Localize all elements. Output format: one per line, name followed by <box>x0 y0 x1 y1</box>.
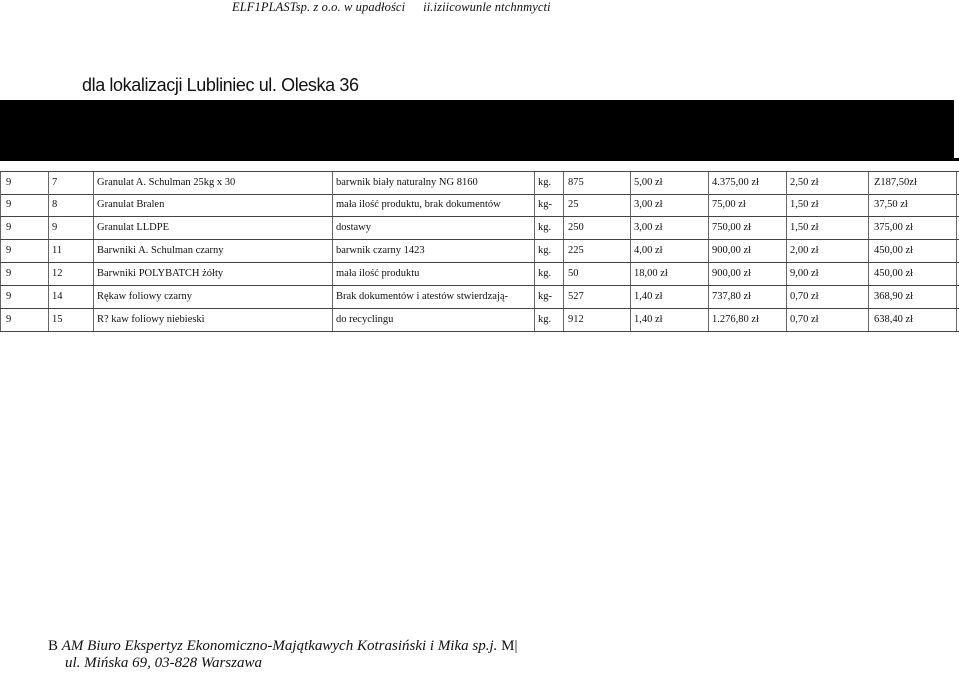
column-divider <box>534 240 535 262</box>
quantity-cell: 875 <box>568 177 584 188</box>
row-group-cell: 9 <box>6 291 12 302</box>
column-divider <box>93 172 94 194</box>
column-divider <box>708 309 709 331</box>
unit-price-2-cell: 0,70 zł <box>790 314 819 325</box>
total-value-cell: 737,80 zł <box>712 291 752 302</box>
row-group-cell: 9 <box>6 268 12 279</box>
quantity-cell: 250 <box>568 222 584 233</box>
column-divider <box>630 309 631 331</box>
column-divider <box>563 172 564 194</box>
unit-price-cell: 4,00 zł <box>634 245 663 256</box>
column-divider <box>93 263 94 285</box>
item-name-cell: R? kaw foliowy niebieski <box>97 314 205 325</box>
column-divider <box>630 286 631 308</box>
item-name-cell: Granulat LLDPE <box>97 222 170 233</box>
column-divider <box>956 286 957 308</box>
column-divider <box>563 194 564 216</box>
unit-cell: kg. <box>538 177 552 188</box>
unit-cell: kg. <box>538 245 552 256</box>
row-number-cell: 7 <box>52 177 58 188</box>
column-divider <box>0 194 1 216</box>
unit-price-2-cell: 1,50 zł <box>790 199 819 210</box>
item-remark-cell: mała ilość produktu <box>336 268 420 279</box>
item-name-cell: Granulat Bralen <box>97 199 165 210</box>
item-remark-cell: barwnik czarny 1423 <box>336 245 425 256</box>
row-number-cell: 11 <box>52 245 63 256</box>
unit-price-2-cell: 9,00 zł <box>790 268 819 279</box>
row-number-cell: 8 <box>52 199 58 210</box>
quantity-cell: 25 <box>568 199 579 210</box>
total-value-2-cell: 450,00 zł <box>874 245 914 256</box>
column-divider <box>563 286 564 308</box>
footer-company <box>48 638 517 655</box>
unit-price-cell: 1,40 zł <box>634 291 663 302</box>
item-remark-cell: mała ilość produktu, brak dokumentów <box>336 199 501 210</box>
column-divider <box>956 263 957 285</box>
unit-cell: kg- <box>538 199 552 210</box>
column-divider <box>48 194 49 216</box>
table-row <box>0 171 959 195</box>
column-divider <box>956 194 957 216</box>
column-divider <box>534 263 535 285</box>
unit-cell: kg. <box>538 222 552 233</box>
location-title: dla lokalizacji Lubliniec ul. Oleska 36 <box>82 75 359 95</box>
row-number-cell: 12 <box>52 268 63 279</box>
unit-price-2-cell: 2,50 zł <box>790 177 819 188</box>
column-divider <box>786 263 787 285</box>
column-divider <box>956 240 957 262</box>
column-divider <box>563 309 564 331</box>
column-divider <box>868 286 869 308</box>
column-divider <box>534 286 535 308</box>
row-group-cell: 9 <box>6 314 12 325</box>
row-group-cell: 9 <box>6 177 12 188</box>
item-remark-cell: barwnik biały naturalny NG 8160 <box>336 177 478 188</box>
column-divider <box>630 172 631 194</box>
column-divider <box>786 286 787 308</box>
footer-company-name: AM Biuro Ekspertyz Ekonomiczno-Majątkawych Kotrasiński i Mika sp.j. <box>61 638 498 654</box>
column-divider <box>0 217 1 239</box>
document-header <box>232 0 551 15</box>
column-divider <box>956 217 957 239</box>
column-divider <box>630 263 631 285</box>
unit-price-cell: 18,00 zł <box>634 268 668 279</box>
unit-cell: kg- <box>538 291 552 302</box>
column-divider <box>563 263 564 285</box>
total-value-cell: 4.375,00 zł <box>712 177 759 188</box>
column-divider <box>48 240 49 262</box>
column-divider <box>0 240 1 262</box>
header-note: ii.iziicowunle ntchnmycti <box>423 0 551 14</box>
column-divider <box>786 194 787 216</box>
total-value-2-cell: 450,00 zł <box>874 268 914 279</box>
item-name-cell: Barwniki A. Schulman czarny <box>97 245 224 256</box>
row-group-cell: 9 <box>6 199 12 210</box>
table-row <box>0 217 959 240</box>
column-divider <box>332 263 333 285</box>
column-divider <box>956 309 957 331</box>
column-divider <box>93 194 94 216</box>
total-value-cell: 900,00 zł <box>712 245 752 256</box>
column-divider <box>48 286 49 308</box>
column-divider <box>48 172 49 194</box>
unit-price-cell: 3,00 zł <box>634 199 663 210</box>
column-divider <box>786 309 787 331</box>
column-divider <box>332 286 333 308</box>
column-divider <box>868 217 869 239</box>
column-divider <box>786 172 787 194</box>
column-divider <box>786 240 787 262</box>
company-name: ELF1PLASTsp. z o.o. w upadłości <box>232 0 406 14</box>
item-name-cell: Barwniki POLYBATCH żółty <box>97 268 224 279</box>
total-value-cell: 1.276,80 zł <box>712 314 759 325</box>
column-divider <box>93 240 94 262</box>
column-divider <box>534 194 535 216</box>
column-divider <box>0 172 1 194</box>
table-row <box>0 286 959 309</box>
total-value-cell: 75,00 zł <box>712 199 746 210</box>
column-divider <box>708 217 709 239</box>
unit-cell: kg. <box>538 314 552 325</box>
quantity-cell: 225 <box>568 245 584 256</box>
total-value-2-cell: 638,40 zł <box>874 314 914 325</box>
footer-prefix: B <box>48 638 59 654</box>
column-divider <box>93 286 94 308</box>
column-divider <box>708 194 709 216</box>
table-row <box>0 309 959 332</box>
item-remark-cell: Brak dokumentów i atestów stwierdzają- <box>336 291 509 302</box>
column-divider <box>868 194 869 216</box>
inventory-table <box>0 171 959 330</box>
row-number-cell: 14 <box>52 291 63 302</box>
column-divider <box>332 194 333 216</box>
footer-suffix: M| <box>501 638 518 654</box>
item-remark-cell: dostawy <box>336 222 371 233</box>
table-row <box>0 240 959 263</box>
item-name-cell: Granulat A. Schulman 25kg x 30 <box>97 177 236 188</box>
column-divider <box>786 217 787 239</box>
row-number-cell: 9 <box>52 222 58 233</box>
footer-address: ul. Mińska 69, 03-828 Warszawa <box>65 655 262 671</box>
column-divider <box>48 309 49 331</box>
column-divider <box>332 217 333 239</box>
item-name-cell: Rękaw foliowy czarny <box>97 291 193 302</box>
column-divider <box>708 286 709 308</box>
column-divider <box>708 240 709 262</box>
column-divider <box>332 240 333 262</box>
total-value-2-cell: 368,90 zł <box>874 291 914 302</box>
item-remark-cell: do recyclingu <box>336 314 394 325</box>
unit-price-2-cell: 0,70 zł <box>790 291 819 302</box>
column-divider <box>0 263 1 285</box>
total-value-2-cell: Z187,50zł <box>874 177 917 188</box>
column-divider <box>48 263 49 285</box>
row-number-cell: 15 <box>52 314 63 325</box>
total-value-cell: 750,00 zł <box>712 222 752 233</box>
column-divider <box>93 217 94 239</box>
unit-price-2-cell: 1,50 zł <box>790 222 819 233</box>
row-group-cell: 9 <box>6 222 12 233</box>
column-divider <box>630 194 631 216</box>
column-divider <box>868 172 869 194</box>
row-group-cell: 9 <box>6 245 12 256</box>
column-divider <box>868 309 869 331</box>
column-divider <box>563 217 564 239</box>
unit-price-2-cell: 2,00 zł <box>790 245 819 256</box>
column-divider <box>534 309 535 331</box>
quantity-cell: 527 <box>568 291 584 302</box>
column-divider <box>630 240 631 262</box>
column-divider <box>956 172 957 194</box>
column-divider <box>93 309 94 331</box>
column-divider <box>868 263 869 285</box>
column-divider <box>868 240 869 262</box>
total-value-cell: 900,00 zł <box>712 268 752 279</box>
column-divider <box>0 309 1 331</box>
column-divider <box>0 286 1 308</box>
column-divider <box>563 240 564 262</box>
column-divider <box>332 172 333 194</box>
column-divider <box>534 172 535 194</box>
column-divider <box>630 217 631 239</box>
unit-cell: kg. <box>538 268 552 279</box>
quantity-cell: 50 <box>568 268 579 279</box>
table-row <box>0 263 959 286</box>
column-divider <box>534 217 535 239</box>
column-divider <box>48 217 49 239</box>
redacted-block <box>0 100 954 161</box>
column-divider <box>332 309 333 331</box>
unit-price-cell: 3,00 zł <box>634 222 663 233</box>
total-value-2-cell: 37,50 zł <box>874 199 908 210</box>
unit-price-cell: 5,00 zł <box>634 177 663 188</box>
total-value-2-cell: 375,00 zł <box>874 222 914 233</box>
column-divider <box>708 263 709 285</box>
column-divider <box>708 172 709 194</box>
unit-price-cell: 1,40 zł <box>634 314 663 325</box>
table-row <box>0 194 959 217</box>
quantity-cell: 912 <box>568 314 584 325</box>
